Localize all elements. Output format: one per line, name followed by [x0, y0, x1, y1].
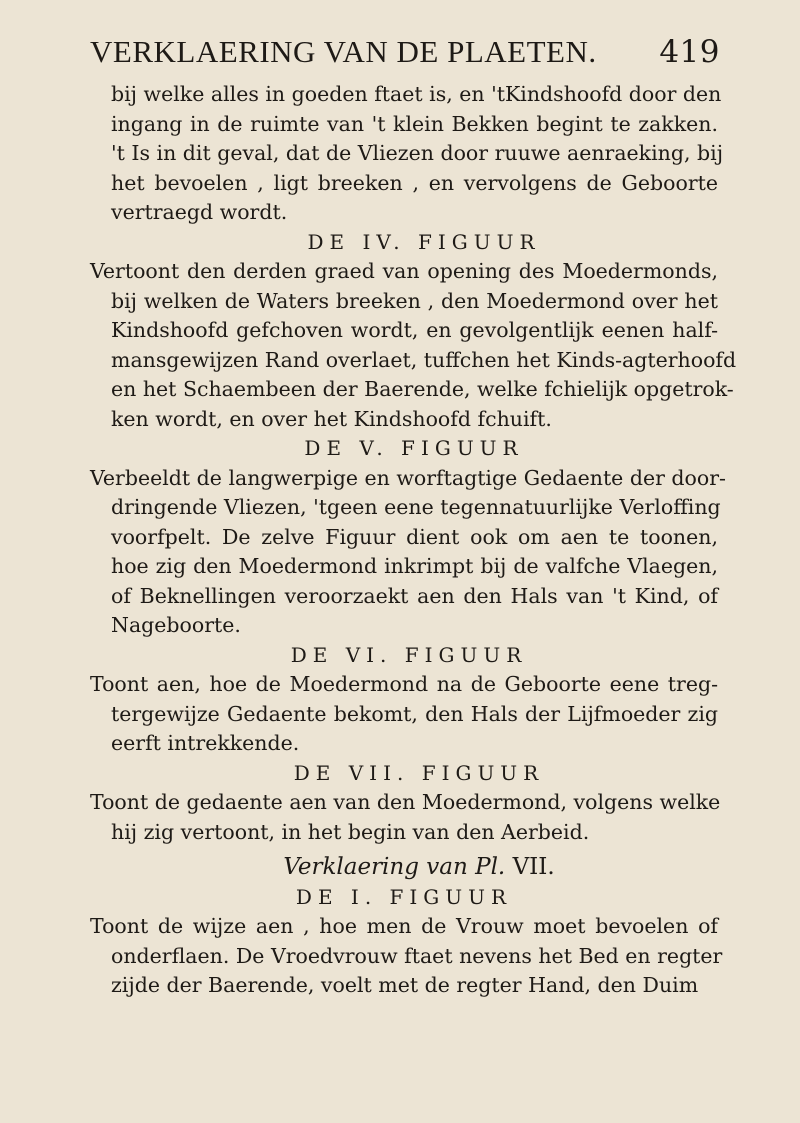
text-line: ingang in de ruimte van 't klein Bekken begint te zakken.: [111, 111, 718, 136]
text-line: 't Is in dit geval, dat de Vliezen door ruuwe aenraeking, bij: [111, 141, 724, 165]
plate-title-numeral: VII.: [512, 854, 555, 880]
text-line: vertraegd wordt.: [111, 200, 288, 224]
paragraph-figure-v: [90, 464, 726, 641]
text-line: dringende Vliezen, 'tgeen eene tegennatuurlijke Verloffing: [111, 495, 721, 519]
page-body: [90, 80, 737, 1001]
text-line: voorfpelt. De zelve Figuur dient ook om aen te toonen,: [111, 524, 718, 549]
page-number: 419: [659, 34, 720, 70]
figure-heading-vii: DE VII. FIGUUR: [293, 760, 545, 785]
text-line: en het Schaembeen der Baerende, welke fchielijk opgetrok-: [111, 377, 734, 401]
text-line: tergewijze Gedaente bekomt, den Hals der Lijfmoeder zig: [111, 701, 718, 726]
text-line: hoe zig den Moedermond inkrimpt bij de valfche Vlaegen,: [111, 554, 718, 578]
text-line: of Beknellingen veroorzaekt aen den Hals van 't Kind, of: [111, 583, 718, 608]
text-line: onderflaen. De Vroedvrouw ftaet nevens het Bed en regter: [111, 943, 723, 968]
text-line: Verbeeldt de langwerpige en worftagtige Gedaente der door-: [90, 465, 726, 490]
figure-heading-i: DE I. FIGUUR: [295, 884, 513, 909]
text-line: hij zig vertoont, in het begin van den Aerbeid.: [111, 819, 590, 844]
paragraph-figure-i: [90, 912, 723, 1001]
paragraph-figure-vi: [90, 670, 718, 759]
paragraph-figure-iv: [90, 257, 737, 434]
running-title: VERKLAERING VAN DE PLAETEN.: [90, 34, 597, 69]
paragraph-figure-vii: [90, 788, 721, 847]
paragraph-intro: [90, 80, 724, 228]
plate-title: [90, 853, 718, 883]
figure-heading-v: DE V. FIGUUR: [304, 436, 524, 460]
text-line: bij welke alles in goeden ftaet is, en 'tKindshoofd door den: [111, 82, 722, 106]
page-header: [90, 34, 720, 70]
text-line: zijde der Baerende, voelt met de regter Hand, den Duim: [111, 973, 699, 997]
text-line: Toont de wijze aen , hoe men de Vrouw moet bevoelen of: [90, 914, 718, 938]
text-line: bij welken de Waters breeken , den Moedermond over het: [111, 288, 718, 313]
text-line: Nageboorte.: [111, 613, 241, 637]
text-line: Toont aen, hoe de Moedermond na de Geboorte eene treg-: [90, 672, 718, 696]
text-line: mansgewijzen Rand overlaet, tuffchen het Kinds-agterhoofd: [111, 347, 737, 372]
figure-heading-vi: DE VI. FIGUUR: [290, 642, 528, 667]
text-line: ken wordt, en over het Kindshoofd fchuift.: [111, 406, 552, 431]
plate-title-prefix: Verklaering van Pl.: [283, 854, 506, 880]
text-line: Kindshoofd gefchoven wordt, en gevolgentlijk eenen half-: [111, 318, 718, 342]
text-line: het bevoelen , ligt breeken , en vervolgens de Geboorte: [111, 170, 718, 195]
text-line: eerft intrekkende.: [111, 731, 300, 755]
text-line: Vertoont den derden graed van opening des Moedermonds,: [90, 259, 718, 283]
text-line: Toont de gedaente aen van den Moedermond, volgens welke: [90, 790, 721, 814]
figure-heading-iv: DE IV. FIGUUR: [307, 229, 541, 254]
